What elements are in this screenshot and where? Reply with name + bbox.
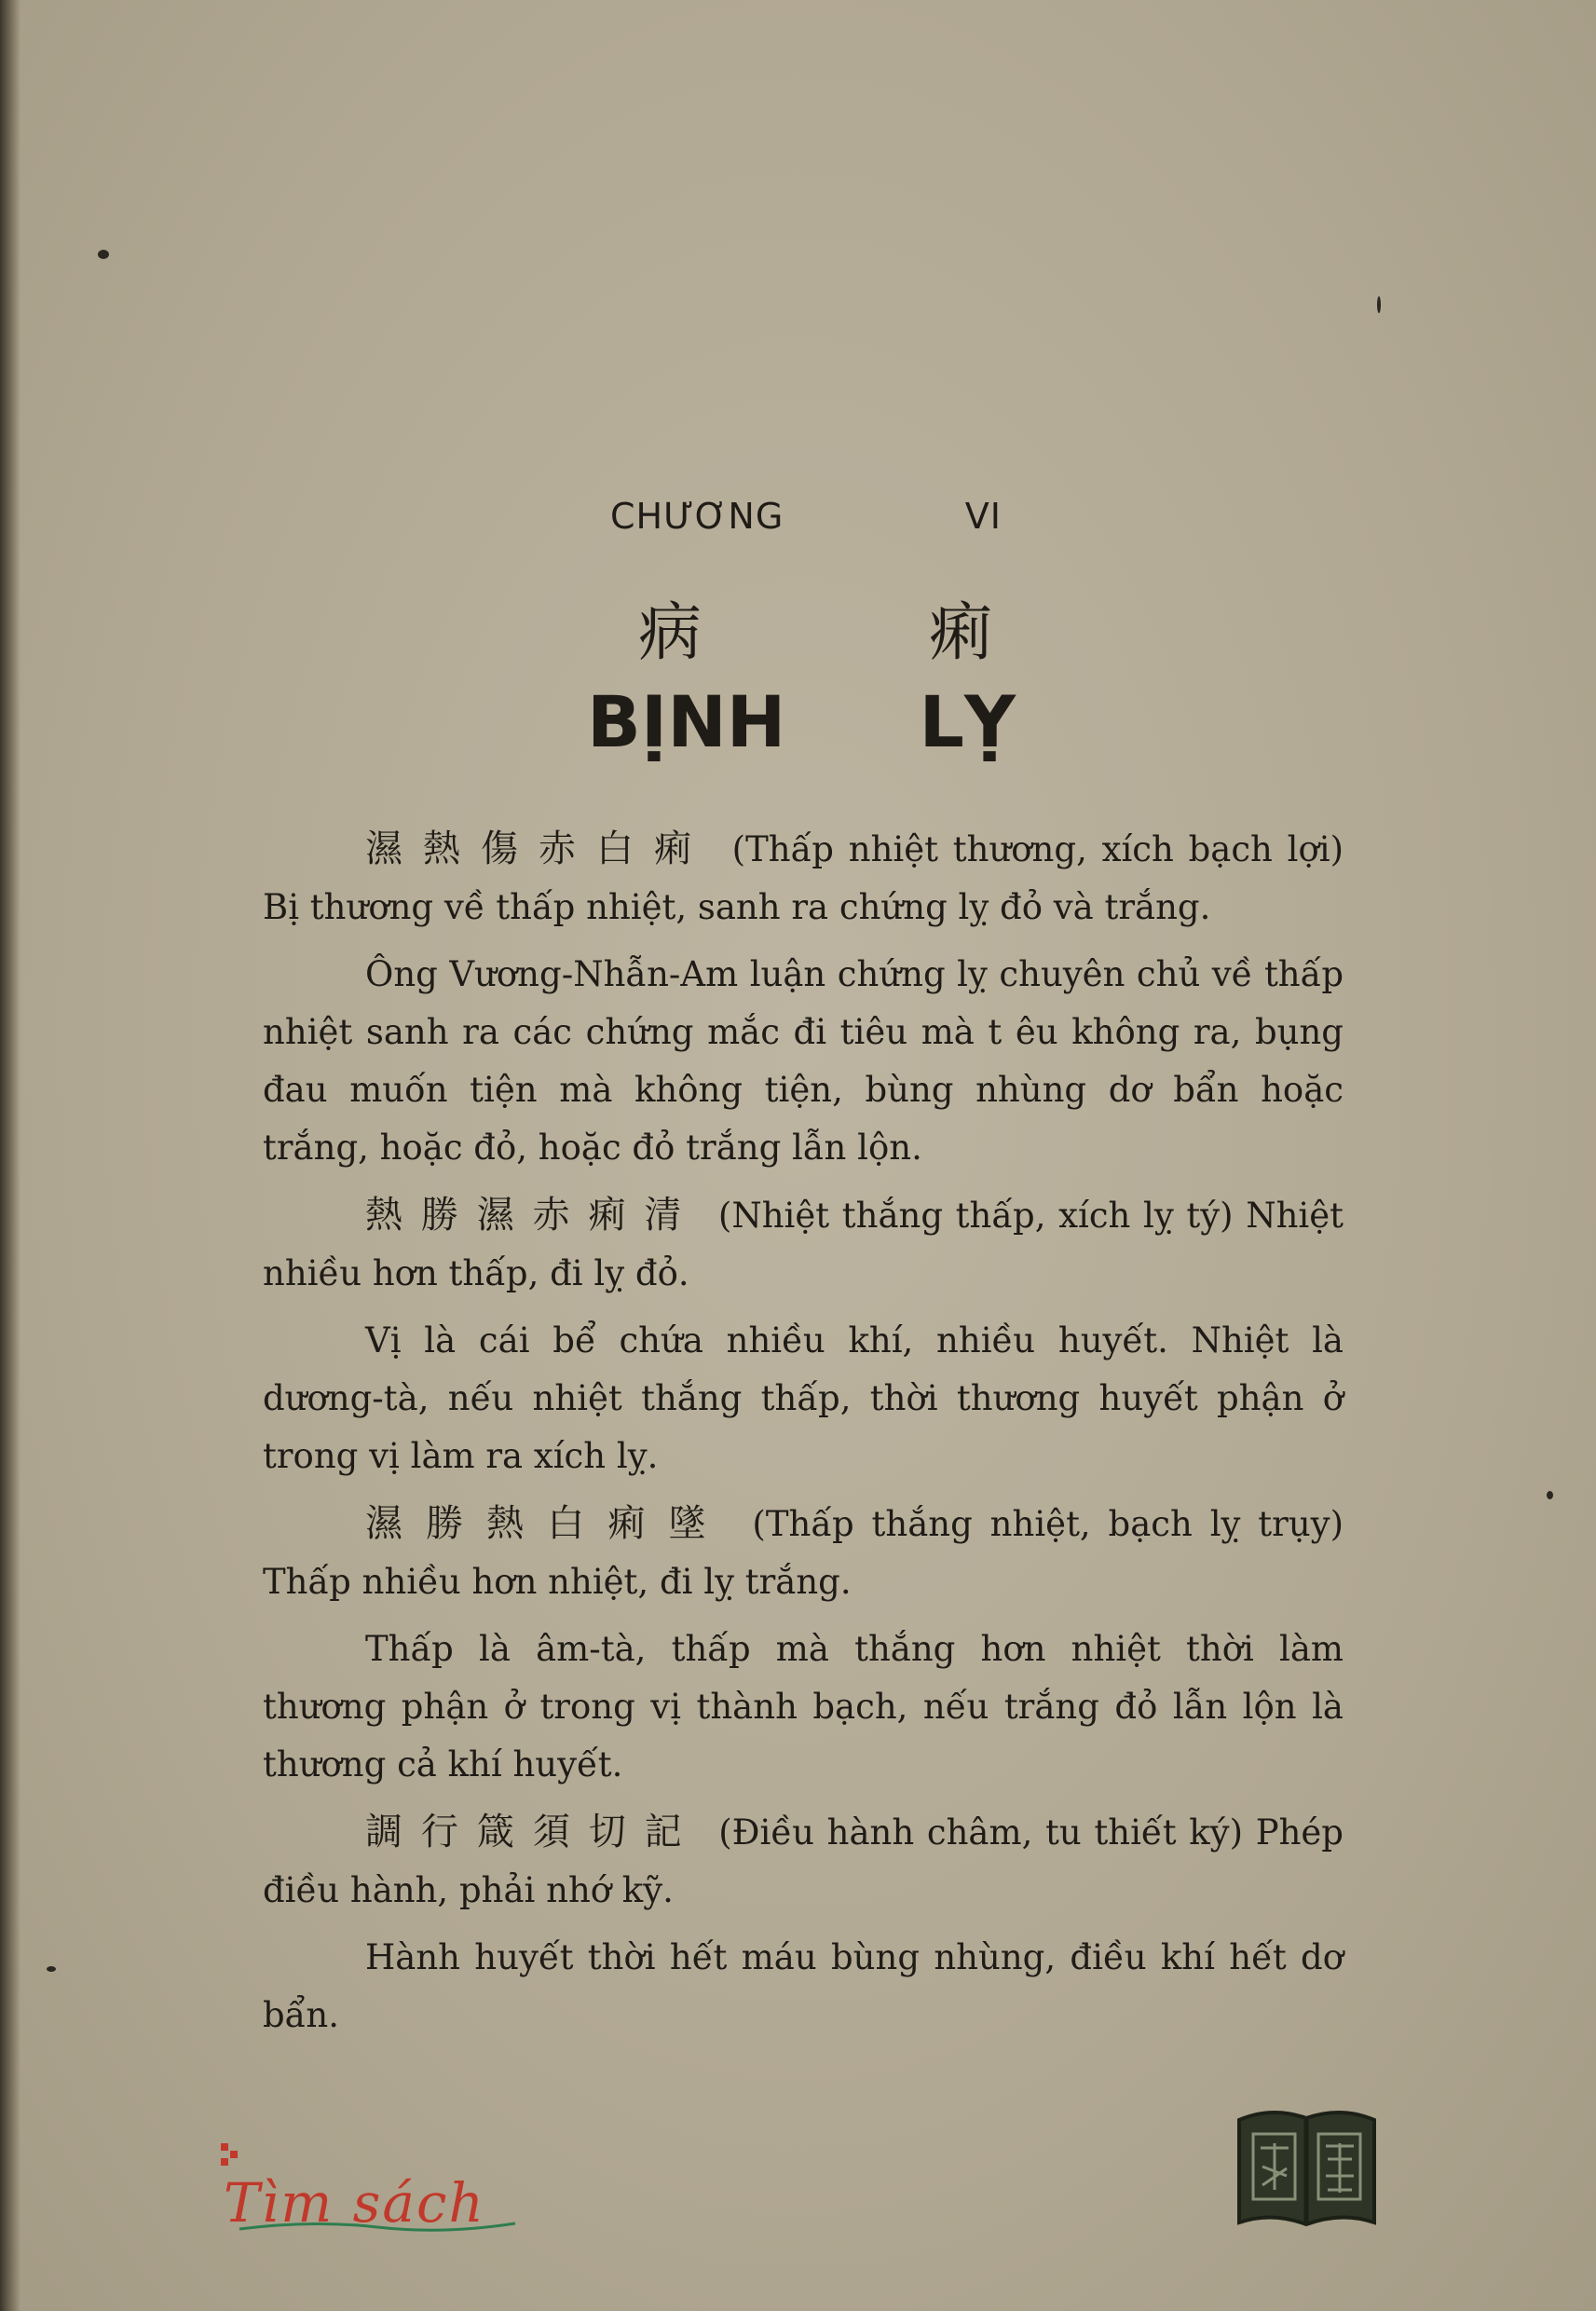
title-word-2: LỴ [919, 680, 1016, 763]
paragraph-text: (Điều hành châm, tu thiết ký) Phép điều hành, phải nhớ kỹ. [263, 1812, 1344, 1910]
timsach-logo [219, 2143, 517, 2236]
book-seal-icon [1235, 2101, 1379, 2232]
paragraph-hanzi: 濕勝熱白痢墜 [365, 1502, 730, 1545]
paragraph-text: Vị là cái bể chứa nhiều khí, nhiều huyết. Nhiệt là dương-tà, nếu nhiệt thắng thấp, thời thương huyết phận ở trong vị làm ra xích lỵ. [263, 1320, 1344, 1476]
paragraph-text: Ông Vương-Nhẫn-Am luận chứng lỵ chuyên chủ về thấp nhiệt sanh ra các chứng mắc đi tiêu mà t êu không ra, bụng đau muốn tiện mà không tiện, bùng nhùng dơ bẩn hoặc trắng, hoặc đỏ, hoặc đỏ trắng lẫn lộn. [263, 954, 1344, 1168]
book-spine-shadow [0, 0, 20, 2311]
paragraph [263, 1495, 1344, 1611]
paragraph [263, 1929, 1344, 2044]
paragraph-text: (Nhiệt thắng thấp, xích lỵ tý) Nhiệt nhiều hơn thấp, đi lỵ đỏ. [263, 1196, 1344, 1293]
paragraph-text: (Thấp nhiệt thương, xích bạch lợi) Bị thương về thấp nhiệt, sanh ra chứng lỵ đỏ và trắng. [263, 829, 1344, 927]
logo-text: Tìm sách [224, 2171, 485, 2235]
logo-swoosh-icon [238, 2218, 517, 2235]
paragraph-text: Hành huyết thời hết máu bùng nhùng, điều khí hết dơ bẩn. [263, 1937, 1344, 2035]
paragraph [263, 1620, 1344, 1794]
paper-speck [1377, 296, 1381, 313]
paper-speck [47, 1966, 56, 1972]
chapter-number: VI [964, 496, 1002, 537]
chapter-heading [610, 496, 1002, 537]
chapter-label: CHƯƠNG [610, 496, 784, 537]
paragraph [263, 1312, 1344, 1485]
paragraph-hanzi: 濕熱傷赤白痢 [365, 827, 712, 870]
paragraph [263, 1186, 1344, 1303]
chapter-title [587, 680, 1016, 763]
paragraph [263, 946, 1344, 1177]
paper-speck [98, 250, 109, 259]
paper-speck [1547, 1491, 1553, 1499]
chapter-body [263, 820, 1344, 2054]
paragraph [263, 1803, 1344, 1920]
paragraph [263, 820, 1344, 937]
paragraph-hanzi: 調行箴須切記 [365, 1811, 701, 1853]
paragraph-hanzi: 熱勝濕赤痢清 [365, 1194, 701, 1237]
title-hanzi-2: 痢 [928, 596, 992, 670]
title-word-1: BỊNH [587, 680, 786, 763]
title-hanzi-1: 病 [638, 596, 703, 670]
paragraph-text: Thấp là âm-tà, thấp mà thắng hơn nhiệt thời làm thương phận ở trong vị thành bạch, nếu trắng đỏ lẫn lộn là thương cả khí huyết. [263, 1629, 1344, 1785]
paragraph-text: (Thấp thắng nhiệt, bạch lỵ trụy) Thấp nhiều hơn nhiệt, đi lỵ trắng. [263, 1504, 1344, 1602]
chapter-title-hanzi [638, 582, 992, 673]
